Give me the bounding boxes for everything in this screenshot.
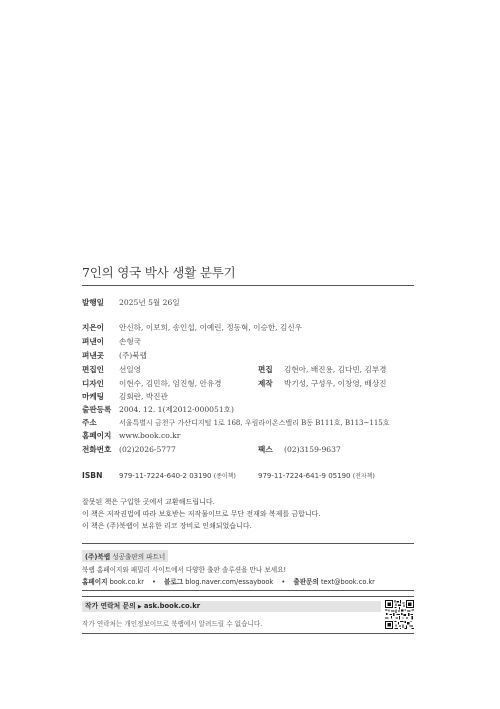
notices xyxy=(82,496,321,532)
isbn-label: ISBN xyxy=(82,471,103,480)
partner-heading xyxy=(82,550,168,562)
publisher-value: 손형국 xyxy=(119,337,142,346)
isbn-paper-tag: (종이책) xyxy=(213,473,236,480)
design-value: 이현수, 김민하, 임진형, 안유경 xyxy=(119,379,222,388)
phone-label: 전화번호 xyxy=(82,445,112,454)
notice-exchange: 잘못된 책은 구입한 곳에서 교환해드립니다. xyxy=(82,498,215,506)
authors-label: 지은이 xyxy=(82,323,105,332)
editor-in-chief-label: 편집인 xyxy=(82,365,105,374)
bullet-separator: • xyxy=(281,578,286,586)
design-label: 디자인 xyxy=(82,379,105,388)
production-value: 박기성, 구성우, 이창영, 배상진 xyxy=(284,379,387,388)
contact-heading xyxy=(82,601,381,612)
press-label: 펴낸곳 xyxy=(82,351,105,360)
fax-label: 팩스 xyxy=(258,445,273,454)
blog-link[interactable]: blog.naver.com/essaybook xyxy=(185,578,274,586)
homepage-label: 홈페이지 xyxy=(82,431,112,440)
address-label: 주소 xyxy=(82,418,97,427)
editing-value: 김현아, 배진용, 김다빈, 김부경 xyxy=(284,365,387,374)
production-label: 제작 xyxy=(258,379,273,388)
contact-note: 작가 연락처는 개인정보이므로 북랩에서 알려드릴 수 없습니다. xyxy=(82,620,263,628)
phone-value: (02)2026-5777 xyxy=(119,445,176,454)
qr-code-icon[interactable] xyxy=(385,600,414,629)
press-value: (주)북랩 xyxy=(119,351,147,360)
partner-description: 북랩 홈페이지와 패밀리 사이트에서 다양한 출판 솔루션을 만나 보세요! xyxy=(82,566,287,574)
isbn-ebook xyxy=(258,471,375,482)
partner-box xyxy=(82,543,414,591)
contact-url-link[interactable]: ask.book.co.kr xyxy=(143,602,201,610)
isbn-paper xyxy=(119,471,236,482)
pub-date-label: 발행일 xyxy=(82,298,105,307)
fax-value: (02)3159-9637 xyxy=(284,445,341,454)
publisher-label: 펴낸이 xyxy=(82,337,105,346)
pub-date-value: 2025년 5월 26일 xyxy=(119,298,180,307)
partner-brand: (주)북랩 xyxy=(85,553,111,561)
isbn-ebook-tag: (전자책) xyxy=(352,473,375,480)
inquiry-email-link[interactable]: text@book.co.kr xyxy=(320,578,375,586)
editor-in-chief-value: 선일영 xyxy=(119,365,142,374)
homepage-link-label: 홈페이지 xyxy=(82,578,108,586)
homepage-value: www.book.co.kr xyxy=(119,431,181,440)
partner-links xyxy=(82,576,375,586)
arrow-right-icon: ▶ xyxy=(137,604,142,610)
registration-label: 출판등록 xyxy=(82,405,112,414)
marketing-value: 김회란, 박진관 xyxy=(119,392,168,401)
notice-printing: 이 책은 (주)북랩이 보유한 리코 장비로 인쇄되었습니다. xyxy=(82,522,252,530)
contact-label: 작가 연락처 문의 xyxy=(85,602,136,610)
isbn-paper-number: 979-11-7224-640-2 03190 xyxy=(119,472,212,480)
contact-box xyxy=(82,596,414,634)
title-divider xyxy=(82,285,414,286)
authors-value: 안신하, 이보희, 송인섭, 이예린, 정동혁, 이승한, 김신우 xyxy=(119,323,303,332)
blog-link-label: 블로그 xyxy=(164,578,184,586)
editing-label: 편집 xyxy=(258,365,273,374)
isbn-ebook-number: 979-11-7224-641-9 05190 xyxy=(258,472,351,480)
book-title: 7인의 영국 박사 생활 분투기 xyxy=(82,265,236,280)
notice-copyright: 이 책은 저작권법에 따라 보호받는 저작물이므로 무단 전재와 복제를 금합니다. xyxy=(82,510,321,518)
address-value: 서울특별시 금천구 가산디지털 1로 168, 우림라이온스밸리 B동 B111호, B113~115호 xyxy=(119,419,390,427)
marketing-label: 마케팅 xyxy=(82,392,105,401)
homepage-link[interactable]: book.co.kr xyxy=(109,578,144,586)
inquiry-link-label: 출판문의 xyxy=(293,578,319,586)
registration-value: 2004. 12. 1(제2012-000051호) xyxy=(119,405,234,414)
bullet-separator: • xyxy=(152,578,156,586)
partner-tagline: 성공출판의 파트너 xyxy=(112,553,166,561)
